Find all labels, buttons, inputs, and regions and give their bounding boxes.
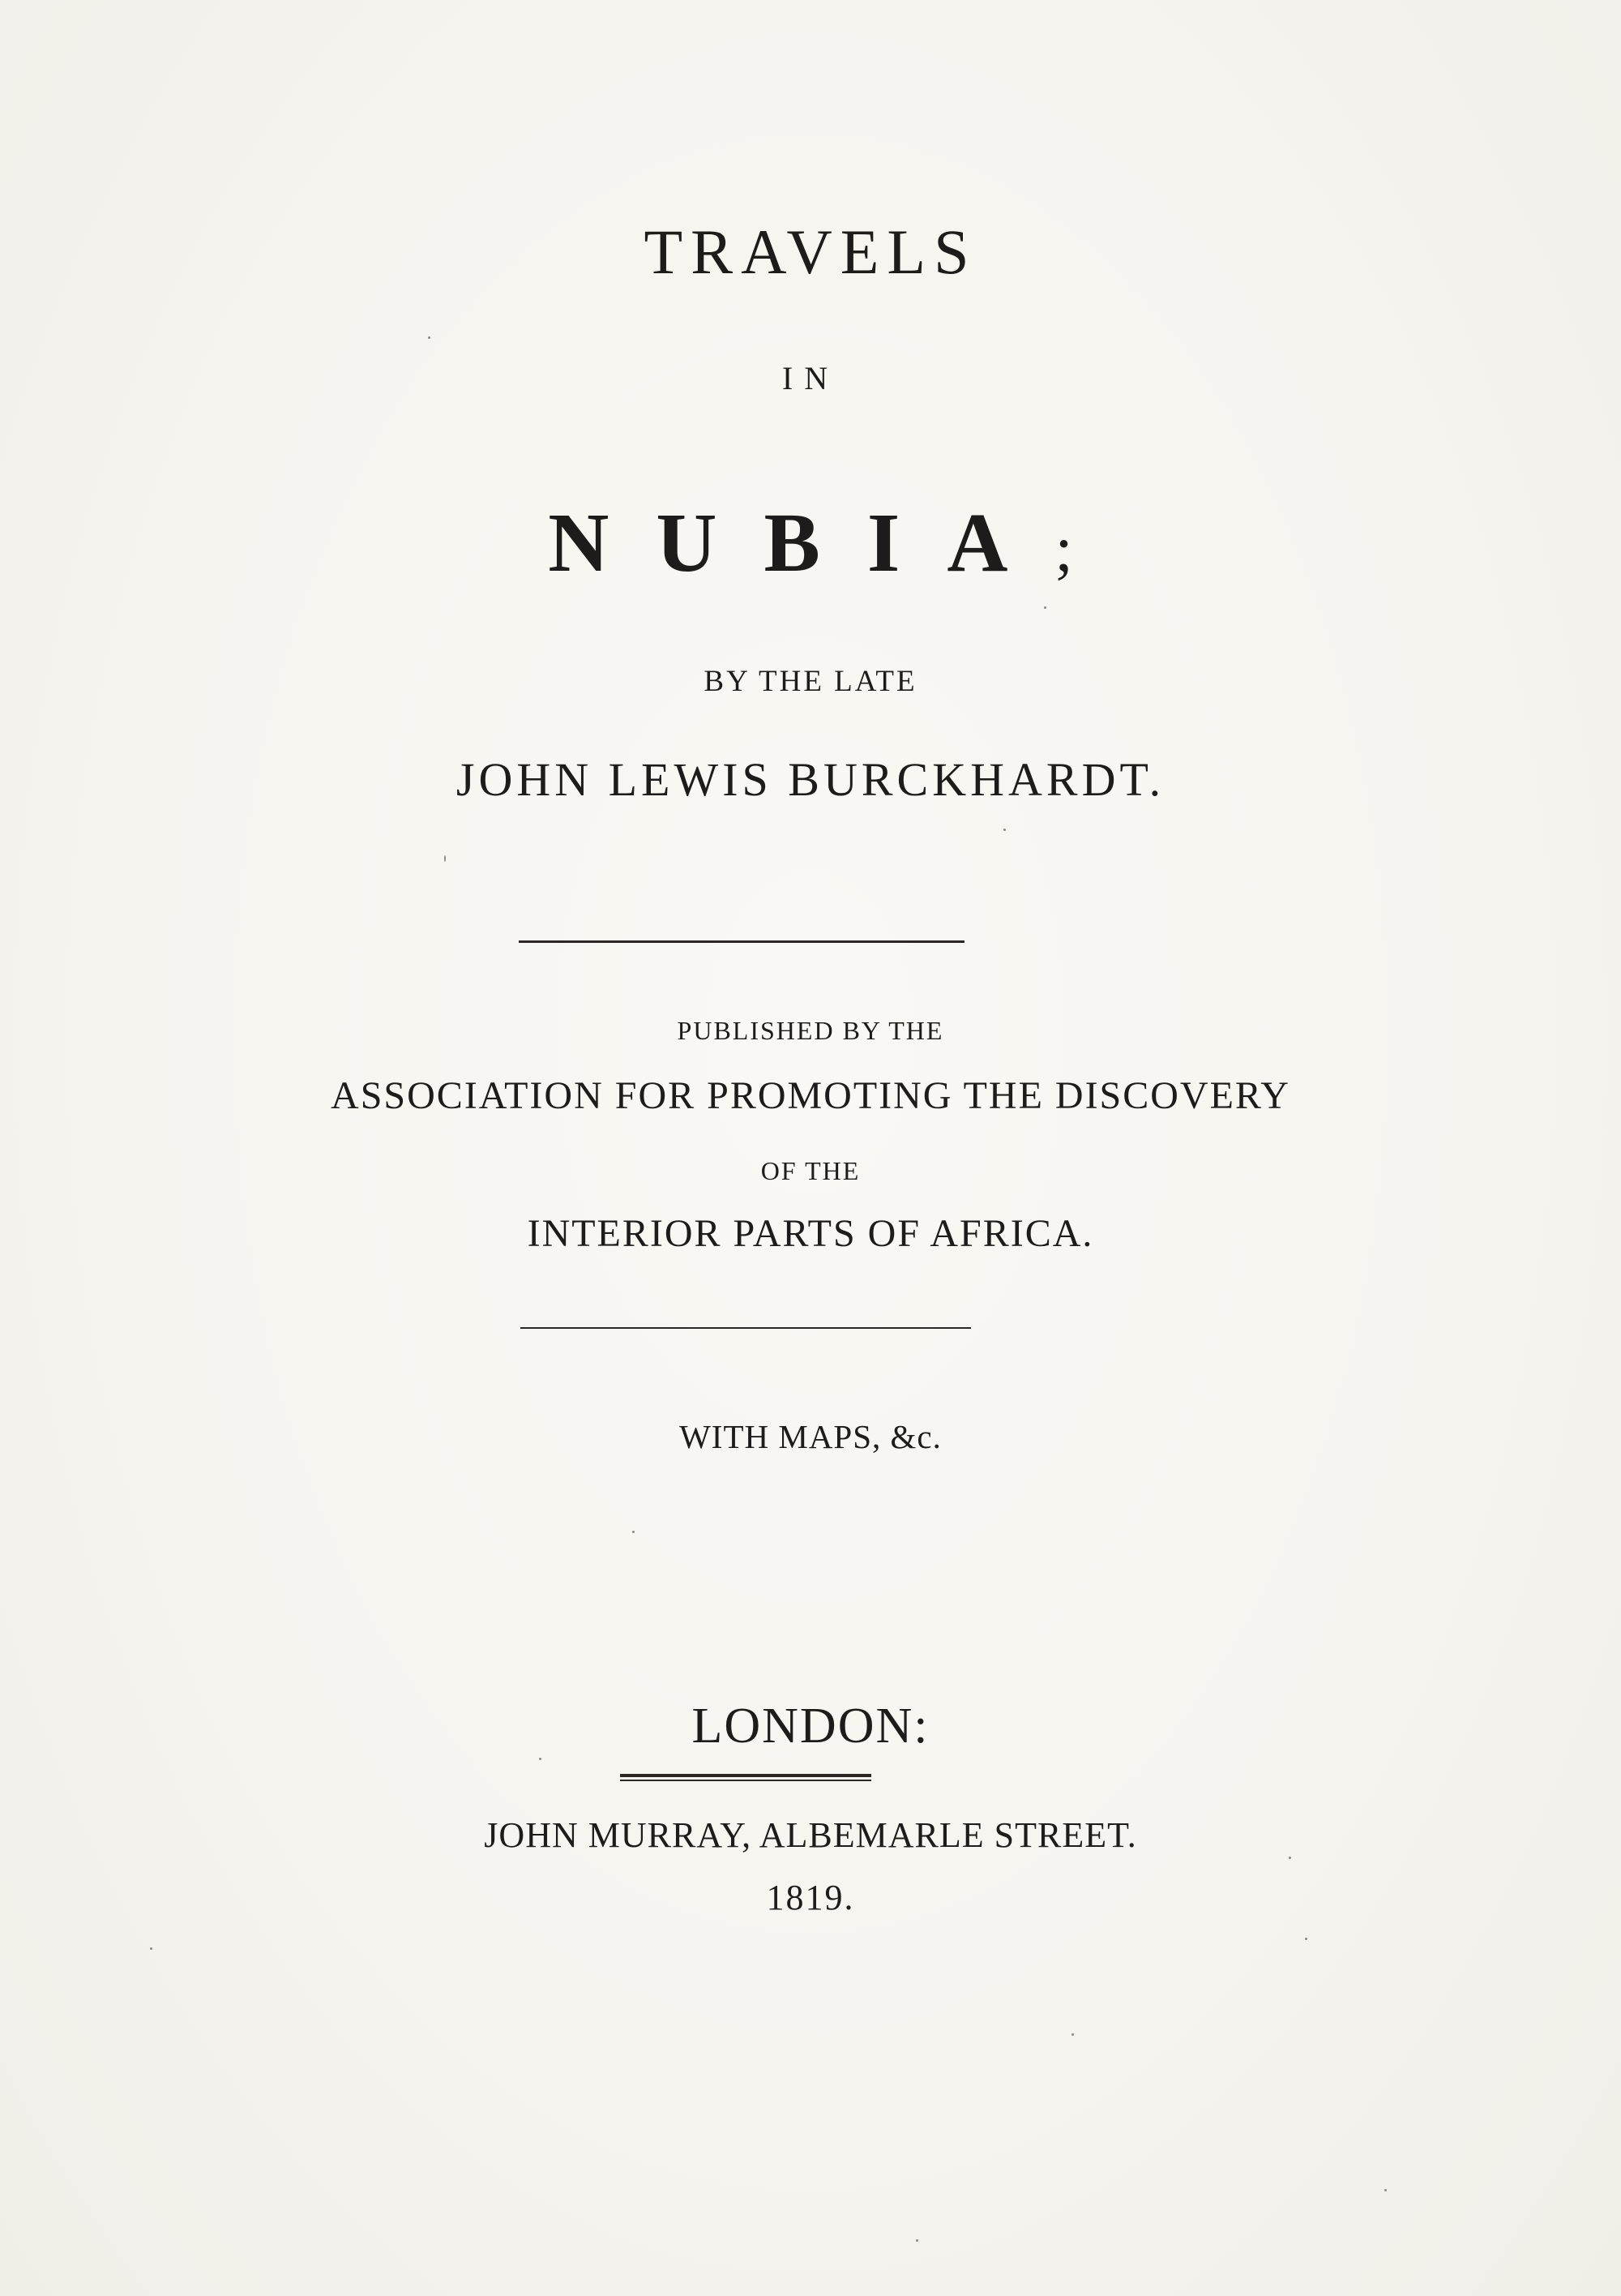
of-the-line: OF THE — [760, 1156, 861, 1185]
publication-year: 1819. — [766, 1878, 855, 1917]
place-name: NUBIA — [548, 496, 1055, 589]
maps-note: WITH MAPS, &c. — [679, 1418, 942, 1455]
paper-speck — [1305, 1938, 1307, 1940]
book-title: TRAVELS — [644, 216, 977, 287]
published-by-line: PUBLISHED BY THE — [677, 1016, 944, 1045]
paper-speck — [1003, 829, 1006, 831]
paper-speck — [1071, 2033, 1074, 2036]
association-name: ASSOCIATION FOR PROMOTING THE DISCOVERY — [331, 1074, 1290, 1117]
publisher-line: JOHN MURRAY, ALBEMARLE STREET. — [484, 1815, 1137, 1855]
paper-speck — [428, 336, 430, 339]
paper-speck — [1044, 606, 1046, 609]
place-title — [0, 496, 1621, 589]
imprint-city: LONDON: — [691, 1698, 930, 1754]
author-name: JOHN LEWIS BURCKHARDT. — [456, 753, 1165, 806]
imprint-double-rule — [620, 1774, 871, 1781]
paper-speck — [1289, 1857, 1291, 1859]
title-connector: IN — [781, 360, 840, 396]
paper-speck — [916, 2239, 918, 2242]
place-punctuation: ; — [1054, 514, 1073, 585]
divider-rule — [520, 1327, 971, 1329]
byline: BY THE LATE — [704, 665, 917, 698]
interior-line: INTERIOR PARTS OF AFRICA. — [527, 1212, 1094, 1255]
paper-speck — [1384, 2189, 1387, 2191]
paper-speck — [539, 1758, 541, 1760]
paper-speck — [150, 1947, 152, 1950]
paper-speck — [632, 1531, 635, 1533]
paper-speck — [444, 855, 446, 862]
divider-rule — [519, 940, 964, 943]
